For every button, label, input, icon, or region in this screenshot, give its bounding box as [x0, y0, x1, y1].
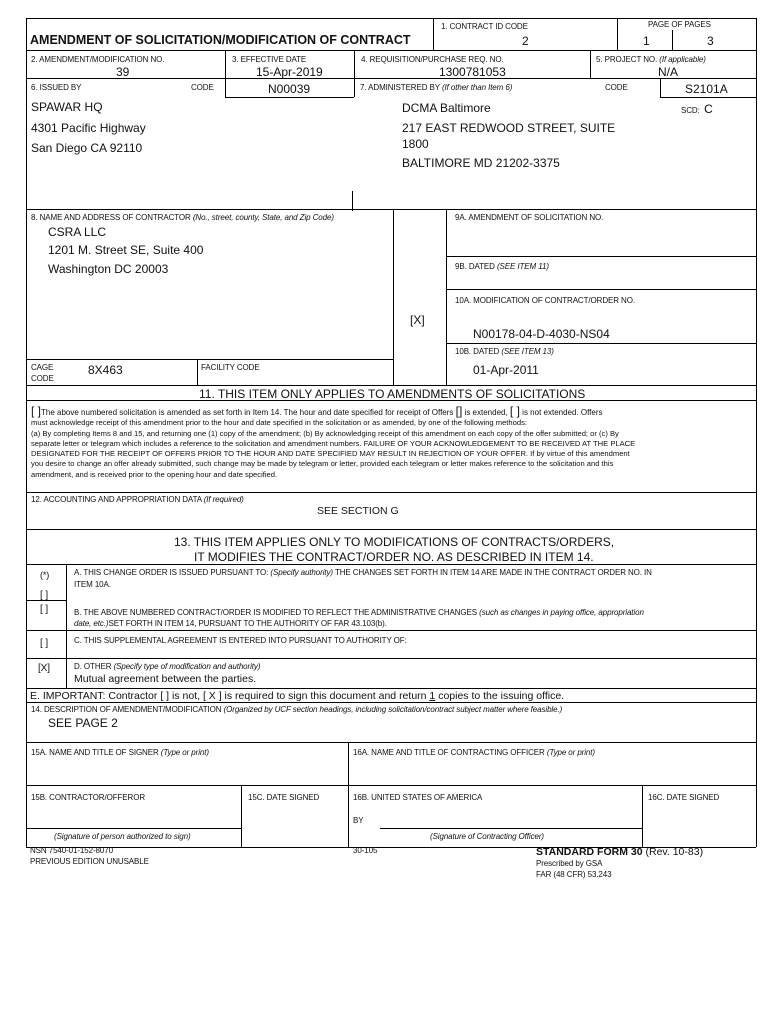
administrator-suite: 1800	[402, 137, 429, 151]
form-title: AMENDMENT OF SOLICITATION/MODIFICATION OF CONTRACT	[30, 33, 411, 47]
field-15c-label: 15C. DATE SIGNED	[248, 793, 320, 802]
field-9b-label: 9B. DATED (SEE ITEM 11)	[455, 262, 549, 271]
item-13c-mark: [ ]	[40, 638, 49, 649]
item-13a-text-1: A. THIS CHANGE ORDER IS ISSUED PURSUANT TO: (Specify authority) THE CHANGES SET FORTH IN ITEM 14 ARE MADE IN THE CONTRACT ORDER NO. IN	[74, 568, 652, 577]
item-13-heading-2: IT MODIFIES THE CONTRACT/ORDER NO. AS DESCRIBED IN ITEM 14.	[194, 550, 594, 564]
project-number: N/A	[658, 65, 679, 79]
item-13b-text-1: B. THE ABOVE NUMBERED CONTRACT/ORDER IS MODIFIED TO REFLECT THE ADMINISTRATIVE CHANGES (such as changes in paying office, appropriation	[74, 608, 644, 617]
by-label: BY	[353, 816, 364, 825]
field-16c-label: 16C. DATE SIGNED	[648, 793, 720, 802]
effective-date: 15-Apr-2019	[256, 65, 323, 79]
item-13c-text: C. THIS SUPPLEMENTAL AGREEMENT IS ENTERED INTO PURSUANT TO AUTHORITY OF:	[74, 636, 407, 645]
issuer-city: San Diego CA 92110	[31, 141, 143, 155]
item-13a-mark: (*)	[40, 570, 50, 580]
far-reference: FAR (48 CFR) 53.243	[536, 870, 612, 879]
previous-edition-note: PREVIOUS EDITION UNUSABLE	[30, 857, 149, 866]
cage-label: CAGE	[31, 363, 54, 372]
contractor-city: Washington DC 20003	[48, 262, 169, 276]
requisition-number: 1300781053	[439, 65, 506, 79]
field-9a-label: 9A. AMENDMENT OF SOLICITATION NO.	[455, 213, 604, 222]
code-label-2: CODE	[605, 83, 628, 92]
item-11-heading: 11. THIS ITEM ONLY APPLIES TO AMENDMENTS OF SOLICITATIONS	[199, 387, 586, 401]
issuer-name: SPAWAR HQ	[31, 100, 103, 114]
issuer-code: N00039	[268, 82, 311, 96]
item-14-value: SEE PAGE 2	[48, 716, 118, 730]
contract-order-date: 01-Apr-2011	[473, 363, 539, 377]
field-2-label: 2. AMENDMENT/MODIFICATION NO.	[31, 55, 165, 64]
contractor-address: 1201 M. Street SE, Suite 400	[48, 243, 204, 257]
scd-field: SCD: C	[681, 102, 713, 116]
cage-code: 8X463	[88, 363, 123, 377]
important-line: E. IMPORTANT: Contractor [ ] is not, [ X ] is required to sign this document and return 1 copies to the issuing office.	[30, 690, 565, 702]
item-13d-value: Mutual agreement between the parties.	[74, 673, 257, 685]
administrator-address: 217 EAST REDWOOD STREET, SUITE	[402, 121, 616, 135]
field-6-label: 6. ISSUED BY	[31, 83, 82, 92]
cage-code-label: CODE	[31, 374, 54, 383]
issuer-address: 4301 Pacific Highway	[31, 121, 146, 135]
item-12-label: 12. ACCOUNTING AND APPROPRIATION DATA (If required)	[31, 495, 244, 504]
item-13a-text-2: ITEM 10A.	[74, 580, 111, 589]
field-15a-label: 15A. NAME AND TITLE OF SIGNER (Type or print)	[31, 748, 209, 757]
field-4-label: 4. REQUISITION/PURCHASE REQ. NO.	[361, 55, 504, 64]
field-15b-label: 15B. CONTRACTOR/OFFEROR	[31, 793, 146, 802]
contractor-signature-caption: (Signature of person authorized to sign)	[54, 832, 191, 841]
contract-id-value: 2	[522, 34, 529, 48]
field-16a-label: 16A. NAME AND TITLE OF CONTRACTING OFFICER (Type or print)	[353, 748, 595, 757]
accounting-data: SEE SECTION G	[317, 505, 399, 517]
pages-total: 3	[707, 34, 714, 48]
field-16b-label: 16B. UNITED STATES OF AMERICA	[353, 793, 483, 802]
item-13b-mark: [ ]	[40, 604, 49, 615]
administrator-code: S2101A	[685, 82, 728, 96]
item-13-heading-1: 13. THIS ITEM APPLIES ONLY TO MODIFICATIONS OF CONTRACTS/ORDERS,	[174, 535, 615, 549]
administrator-city: BALTIMORE MD 21202-3375	[402, 156, 560, 170]
item-13a2-mark: [ ]	[40, 590, 49, 601]
contract-order-number: N00178-04-D-4030-NS04	[473, 327, 610, 341]
item-13d-mark: [X]	[38, 663, 50, 674]
field-10a-checkbox: [X]	[410, 313, 425, 327]
field-5-label: 5. PROJECT NO. (If applicable)	[596, 55, 706, 64]
contractor-name: CSRA LLC	[48, 225, 107, 239]
contract-id-label: 1. CONTRACT ID CODE	[441, 22, 528, 31]
field-10a-label: 10A. MODIFICATION OF CONTRACT/ORDER NO.	[455, 296, 635, 305]
item-13b-text-2: date, etc.)SET FORTH IN ITEM 14, PURSUANT TO THE AUTHORITY OF FAR 43.103(b).	[74, 619, 387, 628]
item-11-text: [ ]The above numbered solicitation is amended as set forth in Item 14. The hour and date specified for receipt of Offers [] is extended, [ ] is not extended. Offers must acknowledge receipt of this amendment prior to the hour and date specified in the solicitation or as amended, by one of the following methods: (a) By completing Items 8 and 15, and returning one (1) copy of the amendment; (b) By acknowledging receipt of this amendment on each copy of the offer submitted; or (c) By separate letter or telegram which includes a reference to the solicitation and amendment numbers. FAILURE OF YOUR ACKNOWLEDGEMENT TO BE RECEIVED AT THE PLACE DESIGNATED FOR THE RECEIPT OF OFFERS PRIOR TO THE HOUR AND DATE SPECIFIED MAY RESULT IN REJECTION OF YOUR OFFER. If by virtue of this amendment you desire to change an offer already submitted, such change may be made by telegram or letter, provided each telegram or letter makes reference to the solicitation and this amendment, and is received prior to the opening hour and date specified.	[31, 404, 636, 479]
administrator-name: DCMA Baltimore	[402, 101, 491, 115]
facility-code-label: FACILITY CODE	[201, 363, 260, 372]
amendment-number: 39	[116, 65, 130, 79]
item-14-label: 14. DESCRIPTION OF AMENDMENT/MODIFICATION (Organized by UCF section headings, including solicitation/contract subject matter where feasible.)	[31, 705, 563, 714]
officer-signature-caption: (Signature of Contracting Officer)	[430, 832, 544, 841]
page-of-pages-label: PAGE OF PAGES	[648, 20, 711, 29]
field-10b-label: 10B. DATED (SEE ITEM 13)	[455, 347, 554, 356]
field-8-label: 8. NAME AND ADDRESS OF CONTRACTOR (No., street, county, State, and Zip Code)	[31, 213, 334, 222]
item-13d-text: D. OTHER (Specify type of modification and authority)	[74, 662, 261, 671]
prescribed-by: Prescribed by GSA	[536, 859, 603, 868]
field-3-label: 3. EFFECTIVE DATE	[232, 55, 307, 64]
form-code: 30-105	[353, 846, 378, 855]
nsn-number: NSN 7540-01-152-8070	[30, 846, 113, 855]
code-label: CODE	[191, 83, 214, 92]
field-7-label: 7. ADMINISTERED BY (If other than Item 6)	[360, 83, 513, 92]
page-number: 1	[643, 34, 650, 48]
standard-form-name: STANDARD FORM 30 (Rev. 10-83)	[536, 846, 704, 858]
